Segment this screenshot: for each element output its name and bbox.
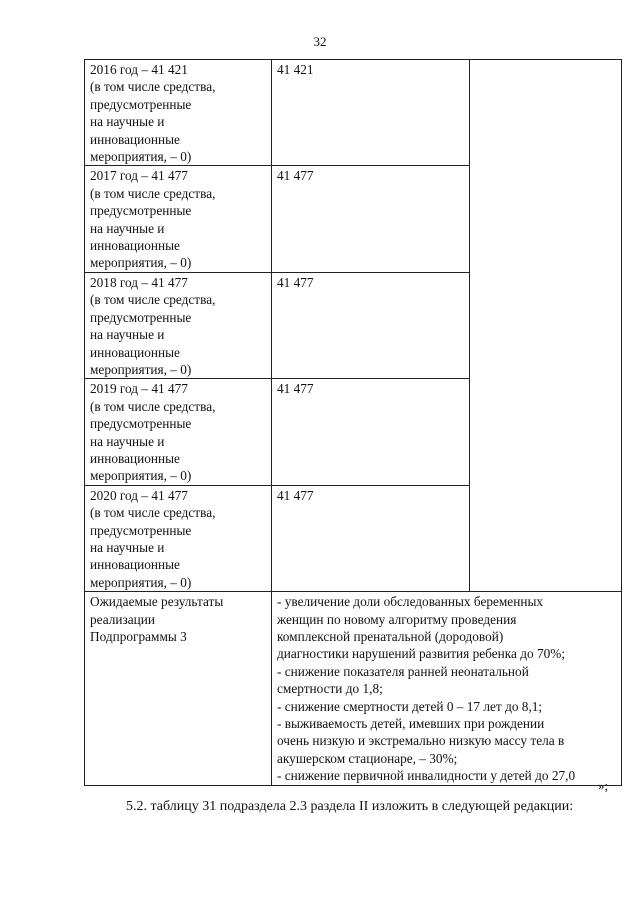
year-label: 2017 год – 41 477 [90, 168, 188, 184]
result-line: женщин по новому алгоритму проведения [277, 611, 517, 627]
result-line: акушерском стационаре, – 30%; [277, 750, 458, 766]
year-note-line: (в том числе средства, [90, 292, 216, 308]
result-line: - выживаемость детей, имевших при рождении [277, 716, 545, 732]
year-note-line: (в том числе средства, [90, 185, 216, 201]
amount-cell [272, 60, 470, 166]
result-line: комплексной пренатальной (дородовой) [277, 629, 504, 644]
result-line: - увеличение доли обследованных беременных [277, 594, 544, 610]
expected-results-label-cell [85, 592, 272, 785]
result-line: - снижение первичной инвалидности у детей до 27,0 [277, 768, 576, 784]
year-note-line: предусмотренные [90, 96, 192, 112]
year-note-line: (в том числе средства, [90, 79, 216, 95]
year-cell [85, 379, 272, 485]
table-row-2017 [85, 166, 622, 272]
year-note-line: (в том числе средства, [90, 398, 216, 414]
page-number: 32 [313, 34, 327, 49]
year-note-line: на научные и [90, 327, 165, 343]
table-row-2016 [85, 60, 622, 166]
year-note-line: инновационные [90, 344, 180, 360]
year-note-line: предусмотренные [90, 416, 192, 432]
amount-cell [272, 485, 470, 591]
year-note-line: предусмотренные [90, 203, 192, 219]
empty-cell [470, 272, 622, 378]
expected-label-line: Ожидаемые результаты [90, 594, 224, 610]
year-note-line: инновационные [90, 557, 180, 573]
year-cell [85, 166, 272, 272]
amount-cell [272, 166, 470, 272]
year-note-line: предусмотренные [90, 309, 192, 325]
funding-table [84, 59, 622, 786]
year-note-line: на научные и [90, 220, 165, 236]
result-line: - снижение смертности детей 0 – 17 лет до 8,1; [277, 698, 543, 714]
year-note-line: предусмотренные [90, 522, 192, 538]
year-note-line: мероприятия, – 0) [90, 574, 192, 590]
year-note-line: мероприятия, – 0) [90, 361, 192, 377]
year-note-line: (в том числе средства, [90, 505, 216, 521]
year-note-line: на научные и [90, 433, 165, 449]
year-cell [85, 60, 272, 166]
amount-cell [272, 272, 470, 378]
year-note-line: на научные и [90, 539, 165, 555]
table-row-2018 [85, 272, 622, 378]
table-row-2019 [85, 379, 622, 485]
amount-value: 41 477 [277, 168, 314, 184]
table-row-expected-results [85, 592, 622, 785]
amount-value: 41 421 [277, 62, 314, 77]
amount-cell [272, 379, 470, 485]
year-note-line: инновационные [90, 238, 180, 254]
amount-value: 41 477 [277, 274, 314, 290]
year-cell [85, 272, 272, 378]
empty-cell [470, 60, 622, 166]
result-line: смертности до 1,8; [277, 681, 383, 697]
year-note-line: мероприятия, – 0) [90, 149, 192, 165]
year-label: 2020 год – 41 477 [90, 487, 188, 503]
expected-results-cell [272, 592, 622, 785]
empty-cell [470, 379, 622, 485]
result-line: диагностики нарушений развития ребенка до 70%; [277, 646, 566, 662]
table-row-2020 [85, 485, 622, 591]
amount-value: 41 477 [277, 487, 314, 503]
year-label: 2019 год – 41 477 [90, 381, 188, 397]
instruction-paragraph: 5.2. таблицу 31 подраздела 2.3 раздела II изложить в следующей редакции: [126, 799, 574, 814]
expected-label-line: Подпрограммы 3 [90, 629, 187, 644]
result-line: - снижение показателя ранней неонатальной [277, 663, 529, 679]
year-note-line: инновационные [90, 450, 180, 466]
year-note-line: инновационные [90, 131, 180, 147]
expected-label-line: реализации [90, 611, 155, 627]
year-note-line: на научные и [90, 114, 165, 130]
result-line: очень низкую и экстремально низкую массу тела в [277, 733, 565, 749]
empty-cell [470, 485, 622, 591]
year-note-line: мероприятия, – 0) [90, 468, 192, 484]
closing-quote: »; [598, 778, 609, 793]
year-note-line: мероприятия, – 0) [90, 255, 192, 271]
empty-cell [470, 166, 622, 272]
year-label: 2018 год – 41 477 [90, 274, 188, 290]
amount-value: 41 477 [277, 381, 314, 397]
year-cell [85, 485, 272, 591]
year-label: 2016 год – 41 421 [90, 62, 188, 77]
